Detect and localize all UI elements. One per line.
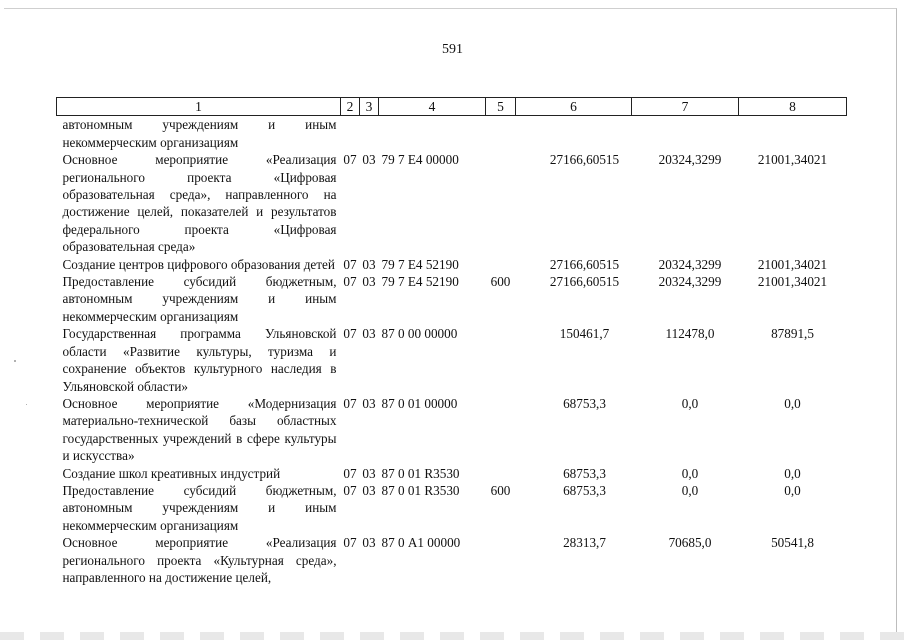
row-subsection: 03 — [362, 395, 376, 411]
table-row — [57, 151, 847, 255]
row-amount-8: 21001,34021 — [757, 152, 828, 168]
page-number: 591 — [442, 42, 463, 57]
row-amount-7: 70685,0 — [668, 535, 712, 551]
row-subsection — [360, 116, 379, 151]
row-section — [341, 116, 360, 151]
row-subsection: 03 — [362, 482, 376, 498]
row-expense-type — [486, 325, 516, 395]
row-section: 07 — [343, 256, 357, 272]
row-target-code: 87 0 А1 00000 — [381, 535, 461, 551]
column-header: 1 — [57, 98, 341, 116]
row-target-code: 87 0 01 R3530 — [381, 465, 460, 481]
row-name: автономным учреждениям и иным некоммерческим организациям — [62, 117, 337, 150]
column-header: 2 — [341, 98, 360, 116]
row-subsection: 03 — [362, 465, 376, 481]
table-row — [57, 273, 847, 325]
row-section: 07 — [343, 152, 357, 168]
row-amount-6: 68753,3 — [563, 482, 606, 498]
row-target-code: 79 7 Е4 52190 — [381, 256, 459, 272]
column-header: 4 — [379, 98, 486, 116]
column-header: 5 — [486, 98, 516, 116]
row-amount-6: 150461,7 — [559, 326, 610, 342]
row-section: 07 — [343, 482, 357, 498]
row-amount-7: 112478,0 — [665, 326, 715, 342]
row-amount-8 — [739, 116, 847, 151]
row-amount-8: 21001,34021 — [757, 256, 828, 272]
row-amount-8: 50541,8 — [771, 535, 814, 551]
header-row — [57, 98, 847, 116]
row-target-code: 79 7 Е4 52190 — [381, 274, 459, 290]
table-row — [57, 325, 847, 395]
scan-speck — [26, 404, 27, 405]
table-row — [57, 256, 847, 273]
row-amount-8: 0,0 — [784, 395, 801, 411]
scan-speck — [14, 360, 16, 362]
row-expense-type — [486, 534, 516, 586]
row-amount-8: 0,0 — [784, 482, 801, 498]
row-expense-type: 600 — [490, 482, 511, 498]
row-name: Основное мероприятие «Реализация регионального проекта «Культурная среда», направленного на достижение целей, — [62, 535, 337, 585]
table-row — [57, 465, 847, 482]
row-expense-type: 600 — [490, 274, 511, 290]
table-row — [57, 395, 847, 465]
row-amount-8: 21001,34021 — [757, 274, 828, 290]
row-amount-7: 20324,3299 — [658, 152, 722, 168]
row-amount-6: 68753,3 — [563, 465, 606, 481]
row-expense-type — [486, 256, 516, 273]
row-amount-6: 27166,60515 — [549, 274, 620, 290]
row-subsection: 03 — [362, 256, 376, 272]
row-amount-7 — [632, 116, 739, 151]
row-amount-6: 28313,7 — [563, 535, 606, 551]
row-target-code — [379, 116, 486, 151]
row-amount-7: 20324,3299 — [658, 274, 722, 290]
row-target-code: 87 0 01 R3530 — [381, 482, 460, 498]
row-section: 07 — [343, 274, 357, 290]
row-subsection: 03 — [362, 535, 376, 551]
scan-artifact-line — [0, 632, 905, 640]
row-name: Предоставление субсидий бюджетным, автономным учреждениям и иным некоммерческим организациям — [62, 482, 337, 533]
row-target-code: 79 7 Е4 00000 — [381, 152, 459, 168]
row-subsection: 03 — [362, 152, 376, 168]
row-expense-type — [486, 116, 516, 151]
row-name: Основное мероприятие «Реализация регионального проекта «Цифровая образовательная среда», направленного на достижение целей, показателей и результатов федерального проекта «Цифровая образовательная среда» — [62, 152, 337, 255]
row-amount-6: 27166,60515 — [549, 152, 620, 168]
row-target-code: 87 0 01 00000 — [381, 395, 458, 411]
row-expense-type — [486, 465, 516, 482]
row-section: 07 — [343, 326, 357, 342]
row-expense-type — [486, 395, 516, 465]
row-amount-8: 0,0 — [784, 465, 801, 481]
row-amount-6: 68753,3 — [563, 395, 606, 411]
row-amount-7: 0,0 — [681, 465, 699, 481]
row-amount-7: 0,0 — [681, 482, 699, 498]
row-amount-7: 0,0 — [681, 395, 699, 411]
row-name: Предоставление субсидий бюджетным, автономным учреждениям и иным некоммерческим организациям — [62, 274, 337, 324]
row-section: 07 — [343, 535, 357, 551]
column-header: 7 — [632, 98, 739, 116]
table-row — [57, 534, 847, 586]
table-row — [57, 116, 847, 151]
budget-table — [56, 97, 847, 586]
table-row — [57, 482, 847, 534]
row-amount-8: 87891,5 — [771, 326, 814, 342]
column-header: 8 — [739, 98, 847, 116]
column-header: 6 — [516, 98, 632, 116]
row-subsection: 03 — [362, 326, 376, 342]
row-amount-6: 27166,60515 — [549, 256, 620, 272]
row-name: Основное мероприятие «Модернизация материально-технической базы областных государственных учреждений в сфере культуры и искусства» — [62, 395, 337, 464]
row-amount-6 — [516, 116, 632, 151]
row-subsection: 03 — [362, 274, 376, 290]
row-target-code: 87 0 00 00000 — [381, 326, 458, 342]
column-header: 3 — [360, 98, 379, 116]
row-expense-type — [486, 151, 516, 255]
row-name: Создание школ креативных индустрий — [62, 465, 281, 481]
row-name: Создание центров цифрового образования детей — [62, 256, 335, 272]
row-amount-7: 20324,3299 — [658, 256, 722, 272]
row-section: 07 — [343, 395, 357, 411]
row-section: 07 — [343, 465, 357, 481]
row-name: Государственная программа Ульяновской области «Развитие культуры, туризма и сохранение объектов культурного наследия в Ульяновской области» — [62, 326, 337, 394]
